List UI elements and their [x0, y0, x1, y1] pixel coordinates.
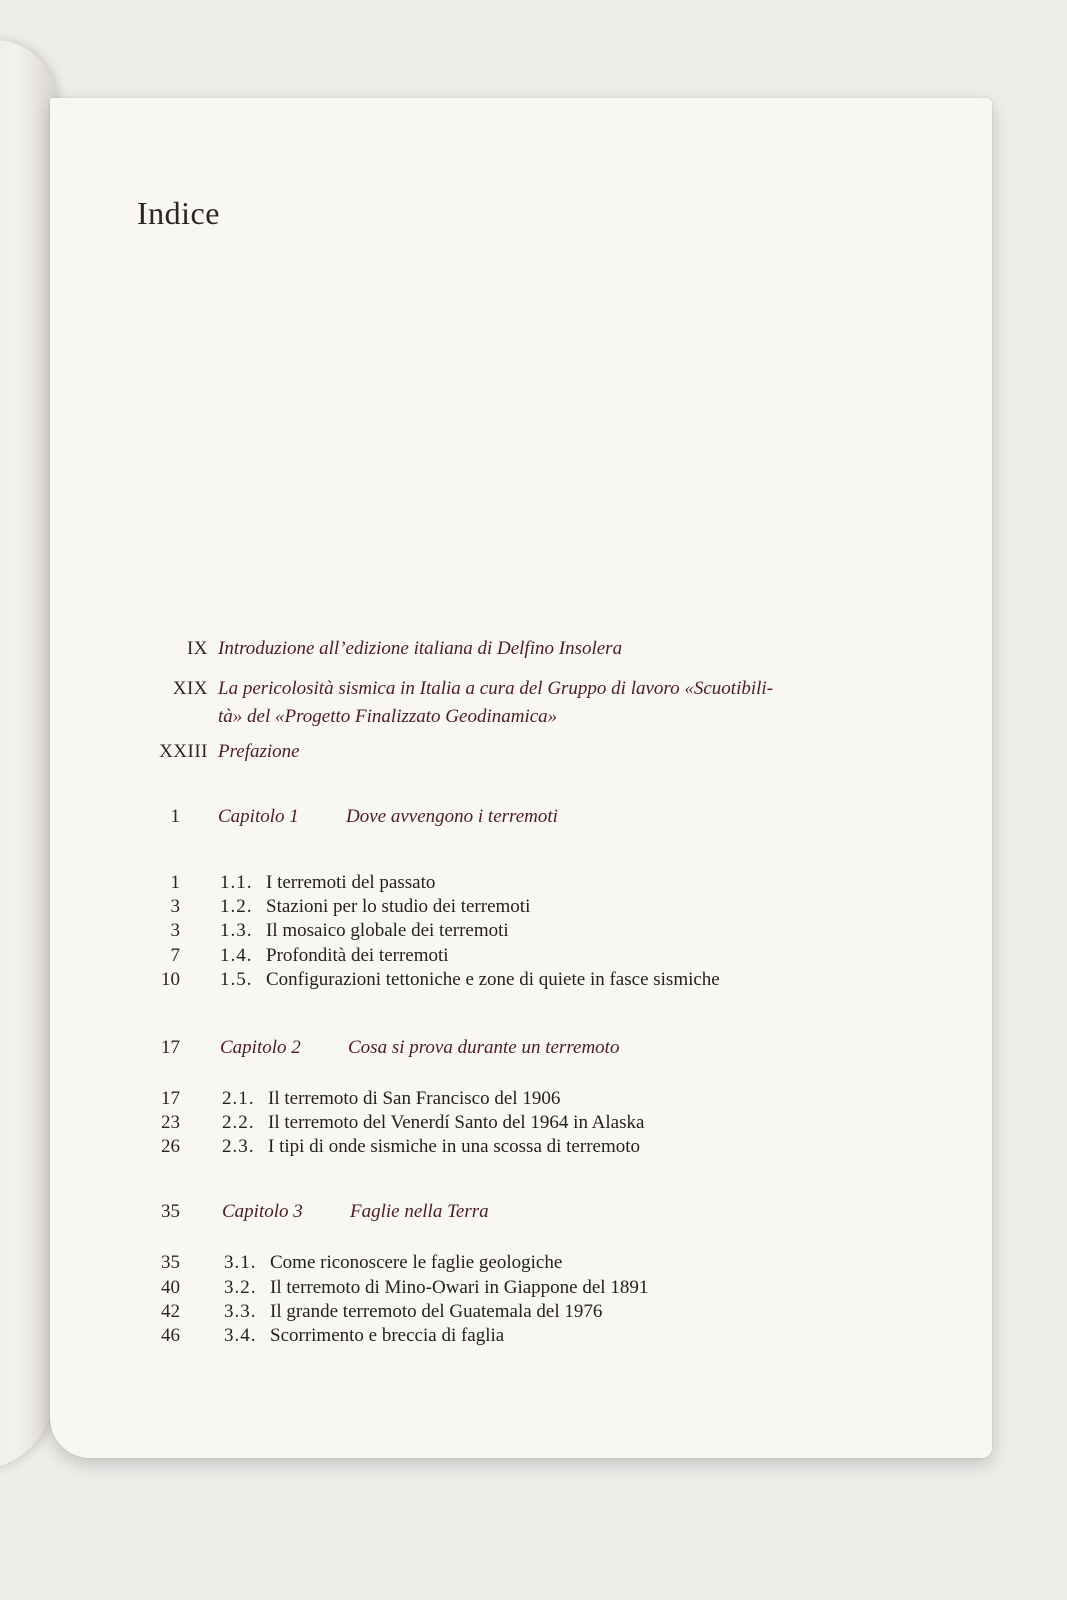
page-number: XXIII [159, 741, 208, 762]
section-number: 1.3. [220, 920, 253, 941]
section-number: 2.2. [222, 1112, 255, 1133]
section-page-number: 46 [161, 1325, 180, 1346]
chapter-label: Capitolo 3 [222, 1201, 303, 1222]
chapter-label: Capitolo 2 [220, 1037, 301, 1058]
section-page-number: 1 [170, 872, 180, 893]
section-page-number: 3 [170, 896, 180, 917]
section-number: 3.2. [224, 1277, 257, 1298]
section-page-number: 42 [161, 1301, 180, 1322]
chapter-page-number: 35 [161, 1201, 180, 1222]
section-title: Stazioni per lo studio dei terremoti [266, 896, 531, 917]
section-title: Profondità dei terremoti [266, 945, 449, 966]
section-page-number: 10 [161, 969, 180, 990]
section-number: 1.1. [220, 872, 253, 893]
entry-title: Introduzione all’edizione italiana di Delfino Insolera [218, 638, 623, 659]
entry-title: Prefazione [218, 741, 300, 762]
section-page-number: 40 [161, 1277, 180, 1298]
section-number: 1.4. [220, 945, 253, 966]
section-page-number: 26 [161, 1136, 180, 1157]
page-number: IX [186, 638, 208, 659]
section-number: 3.3. [224, 1301, 257, 1322]
section-title: Il mosaico globale dei terremoti [266, 920, 509, 941]
section-number: 2.3. [222, 1136, 255, 1157]
chapter-title: Cosa si prova durante un terremoto [348, 1037, 620, 1058]
section-title: Il terremoto di San Francisco del 1906 [268, 1088, 561, 1109]
entry-title: La pericolosità sismica in Italia a cura del Gruppo di lavoro «Scuotibili- [218, 678, 774, 699]
section-number: 1.5. [220, 969, 253, 990]
entry-title-continued: tà» del «Progetto Finalizzato Geodinamica» [218, 706, 558, 727]
chapter-title: Faglie nella Terra [350, 1201, 489, 1222]
section-page-number: 3 [170, 920, 180, 941]
page-number: XIX [172, 678, 208, 699]
page-title: Indice [137, 195, 220, 231]
section-page-number: 35 [161, 1252, 180, 1273]
section-title: I terremoti del passato [266, 872, 436, 893]
facing-page-edge [0, 40, 55, 1470]
chapter-title: Dove avvengono i terremoti [346, 806, 558, 827]
section-title: I tipi di onde sismiche in una scossa di terremoto [268, 1136, 641, 1157]
section-page-number: 23 [161, 1112, 180, 1133]
section-title: Scorrimento e breccia di faglia [270, 1325, 505, 1346]
section-title: Il grande terremoto del Guatemala del 1976 [270, 1301, 603, 1322]
section-number: 3.4. [224, 1325, 257, 1346]
section-number: 2.1. [222, 1088, 255, 1109]
section-title: Configurazioni tettoniche e zone di quiete in fasce sismiche [266, 969, 720, 990]
section-number: 1.2. [220, 896, 253, 917]
section-title: Il terremoto del Venerdí Santo del 1964 in Alaska [268, 1112, 645, 1133]
chapter-page-number: 1 [170, 806, 180, 827]
section-page-number: 17 [161, 1088, 180, 1109]
section-page-number: 7 [170, 945, 180, 966]
section-title: Come riconoscere le faglie geologiche [270, 1252, 563, 1273]
chapter-page-number: 17 [161, 1037, 180, 1058]
section-title: Il terremoto di Mino-Owari in Giappone del 1891 [270, 1277, 649, 1298]
chapter-label: Capitolo 1 [218, 806, 299, 827]
section-number: 3.1. [224, 1252, 257, 1273]
